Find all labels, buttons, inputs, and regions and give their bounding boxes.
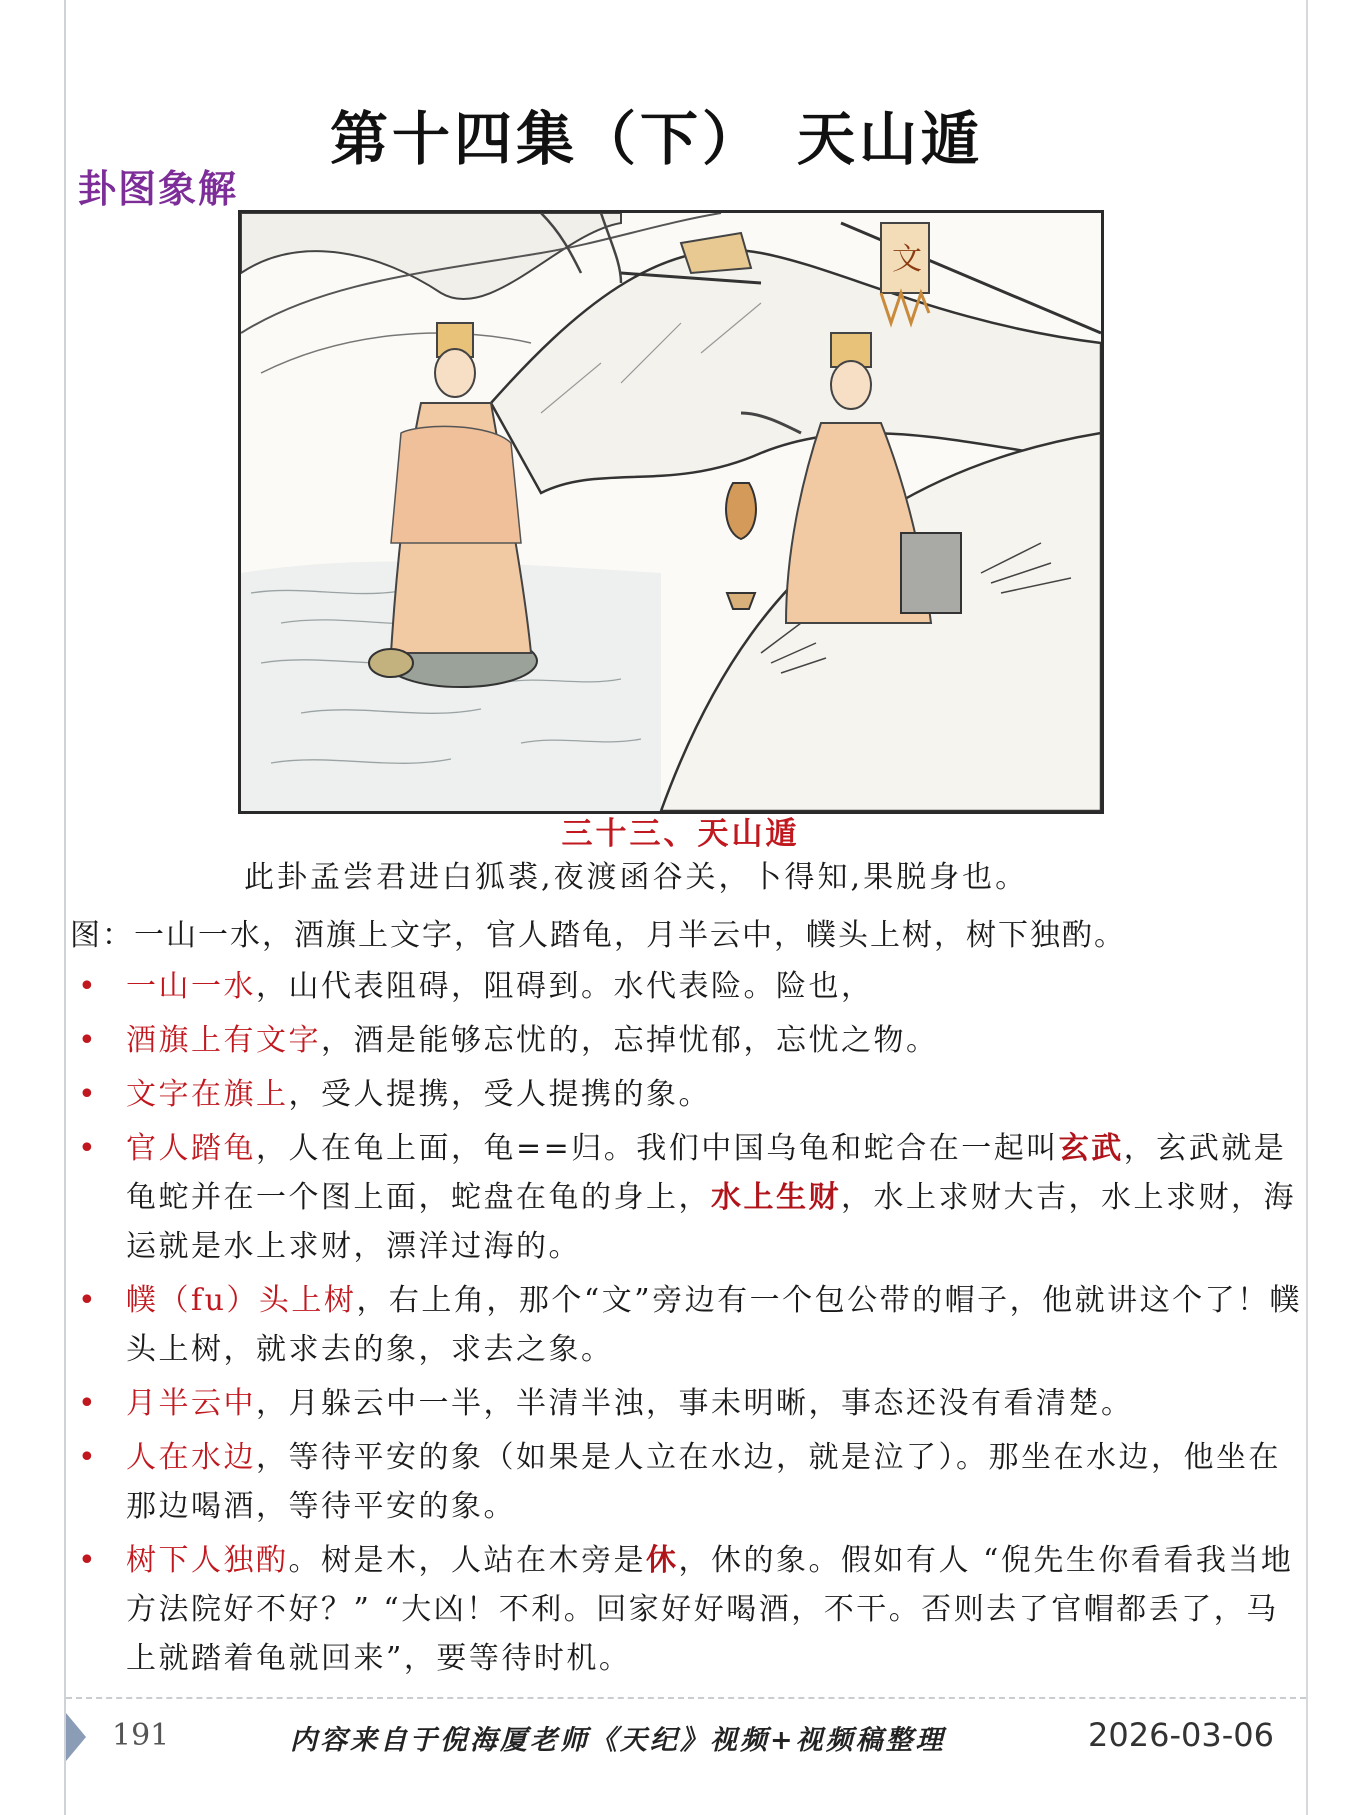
explanation-text: ，人在龟上面，龟==归。我们中国乌龟和蛇合在一起叫	[256, 1131, 1059, 1166]
keyword: 月半云中	[126, 1386, 256, 1421]
left-margin-rule	[64, 0, 66, 1815]
list-item	[70, 1433, 1310, 1531]
footer-divider	[66, 1697, 1306, 1699]
keyword: 树下人独酌	[126, 1543, 289, 1578]
keyword: 幞（fu）头上树	[126, 1283, 357, 1318]
bullet-icon: •	[78, 1386, 99, 1421]
bullet-icon: •	[78, 1077, 99, 1112]
bullet-icon: •	[78, 1283, 99, 1318]
section-label: 卦图象解	[78, 167, 239, 211]
interpretation-list	[70, 962, 1310, 1688]
list-item	[70, 1124, 1310, 1271]
explanation-text: ，月躲云中一半，半清半浊，事未明晰，事态还没有看清楚。	[256, 1386, 1134, 1421]
hexagram-illustration	[238, 210, 1104, 814]
explanation-text: ，等待平安的象（如果是人立在水边，就是泣了）。那坐在水边，他坐在那边喝酒，等待平安的象。	[126, 1440, 1281, 1524]
list-item	[70, 1379, 1310, 1428]
bullet-icon: •	[78, 969, 99, 1004]
keyword: 一山一水	[126, 969, 256, 1004]
page-number: 191	[112, 1718, 170, 1753]
explanation-text: ，酒是能够忘忧的，忘掉忧郁，忘忧之物。	[321, 1023, 939, 1058]
explanation-text: ，水上求财大吉，水上求财，海运就是水上求财，漂洋过海的。	[126, 1180, 1296, 1264]
list-item	[70, 962, 1310, 1011]
hexagram-title: 三十三、天山遁	[561, 816, 800, 852]
flag-character: 文	[892, 242, 922, 277]
list-item	[70, 1070, 1310, 1119]
emphasis-term: 玄武	[1058, 1131, 1124, 1166]
emphasis-term: 休	[646, 1543, 679, 1578]
explanation-text: ，休的象。假如有人 “倪先生你看看我当地方法院好不好？” “大凶！不利。回家好好喝酒，不干。否则去了官帽都丢了，马上就踏着龟就回来”，要等待时机。	[126, 1543, 1294, 1676]
explanation-text: ，受人提携，受人提携的象。	[288, 1077, 711, 1112]
explanation-text: 。树是木，人站在木旁是	[288, 1543, 646, 1578]
keyword: 人在水边	[126, 1440, 256, 1475]
page-marker-triangle-icon	[66, 1713, 86, 1761]
bullet-icon: •	[78, 1131, 99, 1166]
list-item	[70, 1016, 1310, 1065]
bullet-icon: •	[78, 1543, 99, 1578]
page-title: 第十四集（下） 天山遁	[330, 105, 984, 173]
picture-description: 图：一山一水，酒旗上文字，官人踏龟，月半云中，幞头上树，树下独酌。	[70, 918, 1126, 953]
list-item	[70, 1276, 1310, 1374]
explanation-text: ，右上角，那个“文”旁边有一个包公带的帽子，他就讲这个了！幞头上树，就求去的象，求去之象。	[126, 1283, 1303, 1367]
emphasis-term: 水上生财	[711, 1180, 841, 1215]
keyword: 酒旗上有文字	[126, 1023, 321, 1058]
footer-date: 2026-03-06	[1088, 1716, 1274, 1754]
keyword: 官人踏龟	[126, 1131, 256, 1166]
illustration-drawing	[241, 213, 1101, 811]
bullet-icon: •	[78, 1023, 99, 1058]
keyword: 文字在旗上	[126, 1077, 289, 1112]
hexagram-text: 此卦孟尝君进白狐裘,夜渡函谷关，卜得知,果脱身也。	[244, 860, 1029, 895]
bullet-icon: •	[78, 1440, 99, 1475]
source-credit: 内容来自于倪海厦老师《天纪》视频+视频稿整理	[290, 1725, 946, 1756]
list-item	[70, 1536, 1310, 1683]
explanation-text: ，山代表阻碍，阻碍到。水代表险。险也，	[256, 969, 874, 1004]
explanation-text: ，玄武就是龟蛇并在一个图上面，蛇盘在龟的身上，	[126, 1131, 1287, 1215]
